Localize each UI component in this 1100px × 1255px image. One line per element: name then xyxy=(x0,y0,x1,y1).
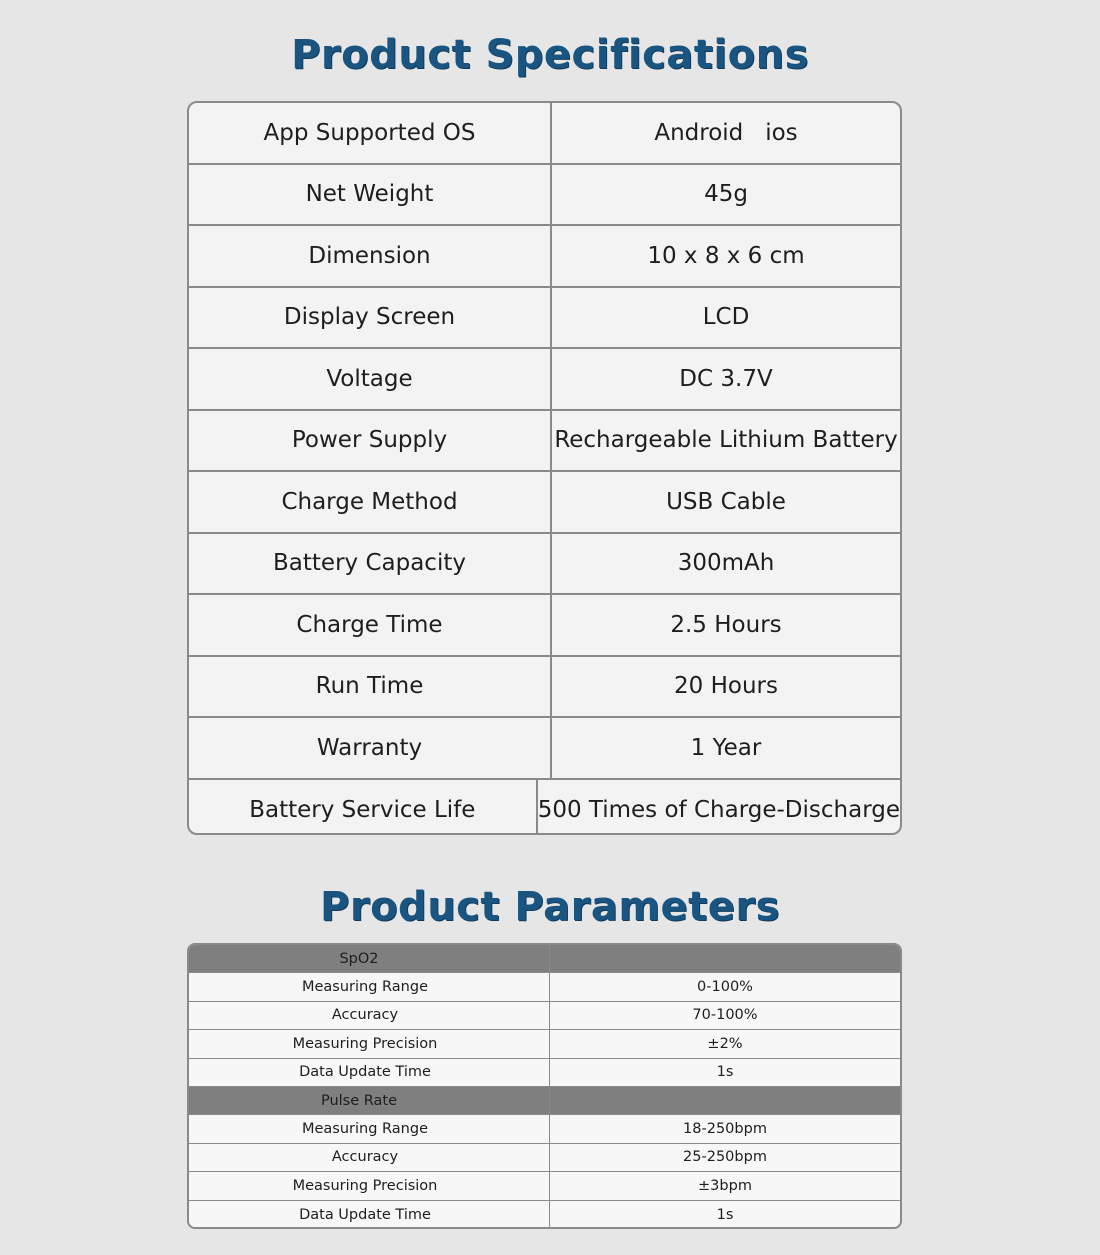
spec-row xyxy=(189,411,900,473)
param-value: 70-100% xyxy=(692,1007,758,1024)
spec-row xyxy=(189,657,900,719)
param-group-label: Pulse Rate xyxy=(189,1087,550,1114)
param-label: Accuracy xyxy=(189,1002,550,1029)
param-label: Data Update Time xyxy=(189,1201,550,1229)
spec-value: 2.5 Hours xyxy=(670,611,782,638)
param-row xyxy=(189,973,900,1001)
spec-row xyxy=(189,534,900,596)
spec-label: Net Weight xyxy=(189,165,552,225)
spec-label: Battery Service Life xyxy=(189,780,538,836)
param-value: 25-250bpm xyxy=(683,1149,767,1166)
spec-row xyxy=(189,595,900,657)
spec-value: Android ios xyxy=(654,119,798,146)
spec-label: Display Screen xyxy=(189,288,552,348)
spec-value: LCD xyxy=(702,304,750,331)
param-label: Measuring Range xyxy=(189,1115,550,1142)
spec-value: DC 3.7V xyxy=(679,365,773,392)
param-group-value xyxy=(550,945,900,972)
spec-row xyxy=(189,226,900,288)
param-value: 18-250bpm xyxy=(683,1121,767,1138)
spec-value: 20 Hours xyxy=(674,673,778,700)
param-label: Accuracy xyxy=(189,1144,550,1171)
spec-label: App Supported OS xyxy=(189,103,552,163)
spec-value: USB Cable xyxy=(666,488,786,515)
param-value: ±3bpm xyxy=(698,1177,752,1194)
param-row xyxy=(189,1030,900,1058)
parameters-table xyxy=(187,943,902,1229)
spec-value: Rechargeable Lithium Battery xyxy=(554,427,898,454)
spec-row xyxy=(189,718,900,780)
spec-row xyxy=(189,472,900,534)
specifications-title: Product Specifications xyxy=(291,32,809,78)
spec-value: 10 x 8 x 6 cm xyxy=(647,242,805,269)
param-row xyxy=(189,1002,900,1030)
spec-value: 500 Times of Charge-Discharge xyxy=(537,797,900,824)
param-label: Measuring Precision xyxy=(189,1172,550,1199)
spec-row xyxy=(189,349,900,411)
spec-row xyxy=(189,288,900,350)
spec-label: Charge Time xyxy=(189,595,552,655)
param-group-value xyxy=(550,1087,900,1114)
param-row xyxy=(189,1144,900,1172)
spec-label: Run Time xyxy=(189,657,552,717)
param-value: 1s xyxy=(716,1206,734,1223)
param-row xyxy=(189,1201,900,1229)
spec-label: Voltage xyxy=(189,349,552,409)
specifications-table xyxy=(187,101,902,835)
spec-label: Power Supply xyxy=(189,411,552,471)
spec-label: Battery Capacity xyxy=(189,534,552,594)
param-value: 1s xyxy=(716,1064,734,1081)
param-label: Measuring Precision xyxy=(189,1030,550,1057)
parameters-title: Product Parameters xyxy=(320,884,780,930)
spec-value: 300mAh xyxy=(677,550,775,577)
spec-row xyxy=(189,165,900,227)
spec-label: Charge Method xyxy=(189,472,552,532)
spec-row xyxy=(189,103,900,165)
param-group-header xyxy=(189,1087,900,1115)
param-value: ±2% xyxy=(707,1035,743,1052)
param-label: Measuring Range xyxy=(189,973,550,1000)
param-group-label: SpO2 xyxy=(189,945,550,972)
param-row xyxy=(189,1059,900,1087)
param-row xyxy=(189,1172,900,1200)
spec-label: Warranty xyxy=(189,718,552,778)
param-label: Data Update Time xyxy=(189,1059,550,1086)
spec-row xyxy=(189,780,900,836)
param-group-header xyxy=(189,945,900,973)
spec-value: 45g xyxy=(704,181,748,208)
spec-label: Dimension xyxy=(189,226,552,286)
spec-value: 1 Year xyxy=(690,734,762,761)
param-value: 0-100% xyxy=(697,979,753,996)
param-row xyxy=(189,1115,900,1143)
